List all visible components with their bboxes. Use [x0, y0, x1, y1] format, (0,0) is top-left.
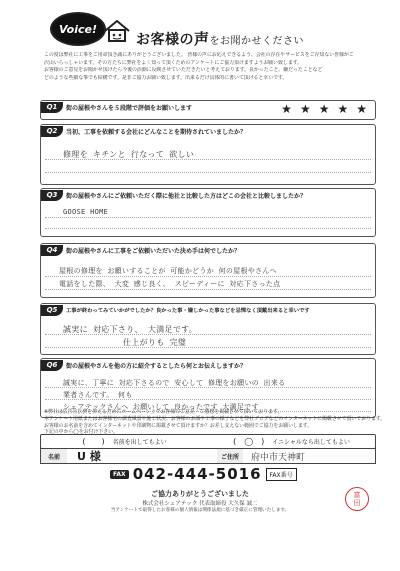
rating-stars[interactable] — [281, 103, 367, 115]
page-title: お客様の声をお聞かせください — [136, 30, 305, 48]
option-full-name[interactable]: ( ) 名前を出してもよい — [82, 437, 167, 446]
fax-number: 042-444-5016 — [132, 465, 262, 483]
answer-text[interactable]: GOOSE HOME — [63, 208, 109, 216]
question-5: Q5 工事が終わってみていかがでしたか？良かった事・嫌しかった事などを忌憚なく頂戴出来ると幸いです 誠実に 対応下さり、 大満足です。 仕上がりも 完璧 — [40, 303, 376, 355]
answer-line[interactable]: 誠実に 対応下さり、 大満足です。 — [63, 325, 198, 334]
fax-label: FAX番号 — [266, 468, 297, 481]
name-field[interactable]: U 様 — [77, 450, 101, 463]
star-icon[interactable]: ★ — [356, 102, 367, 116]
seal-stamp: 富 田 — [345, 487, 369, 511]
answer-line[interactable]: シェアテックさんへ お願いして 良かったです 大満足です — [63, 403, 259, 411]
question-2: Q2 当初、工事を依頼する会社にどんなことを期待されていましたか？ 修理を キチンと 行なって 欲しい — [40, 124, 376, 185]
question-3: Q3 街の屋根やさんにご依頼いただく際に他社と比較した方はどこの会社と比較しましたか？ GOOSE HOME — [40, 188, 376, 237]
star-icon[interactable]: ★ — [299, 102, 311, 116]
question-1: Q1 街の屋根やさんを５段階で評価をお願いします ★ ★ ★ ★ ★ — [40, 100, 376, 120]
answer-line[interactable]: 業者さんです。 何も — [63, 391, 133, 399]
fax-icon: FAX — [110, 470, 129, 479]
company-text: 株式会社シェアテック 代表取締役 大久保 誠二 — [142, 501, 258, 507]
note-line: 本アンケート用紙またはお客様宅の調査風景や施工状況、お客様のお顔や工事の様子などを弊社ブログなどのインターネットに掲載させて頂いております。 — [44, 416, 386, 422]
answer-line[interactable]: 誠実に、丁寧に 対応下さるので 安心して 修理をお願いの 出来る — [63, 379, 286, 387]
note-line: ※弊社は広告宣伝費を抑えるためにホームページ上でお客様のご意見・ご感想を掲載させて頂いております。 — [44, 409, 283, 415]
note-line: 下記の中から◯をお付け下さい。 — [44, 429, 118, 435]
voice-logo: Voice! — [50, 12, 106, 46]
star-icon[interactable]: ★ — [318, 102, 330, 116]
privacy-text: 当アンケートで取得したお客様の個人情報は関係法規に基づき厳正に管理いたします。 — [110, 508, 290, 513]
intro-text: この度は弊社に工事をご用命頂き誠にありがとうございました。 皆様の声にお応えできるよう、会社の存在やサービスをご存知ない皆様がご 沢山いらっしゃいます。その方たちに弊社をよく知って頂くためのアンケートにご協力頂けますようお願い致します。 お客様のご意見をお聞かせ頂けたら今後の活動に反映させていただきたいと考えております。良かったこと、嫌だったことなど どのような些細な事でも結構です。是非ご協力お願い致します。出来るだけ具体的に書いて頂けると幸いです。 — [44, 52, 354, 81]
address-field[interactable]: 府中市天神町 — [251, 452, 306, 463]
address-label: ご住所 — [217, 449, 243, 463]
thanks-text: ご協力ありがとうございました — [151, 490, 249, 498]
star-icon[interactable]: ★ — [281, 102, 292, 116]
star-icon[interactable]: ★ — [337, 102, 349, 116]
question-6: Q6 街の屋根やさんを他の方に紹介するとしたら何とお伝えしますか？ 誠実に、丁寧に 対応下さるので 安心して 修理をお願いの 出来る 業者さんです。 何も シェアテックさんへ お願いして 良かったです 大満足です — [40, 358, 376, 418]
option-initials[interactable]: ( ◯ ) イニシャルなら出してもよい — [233, 437, 350, 446]
answer-line[interactable]: 屋根の修理を お願いすることが 可能かどうか 何の屋根やさんへ — [59, 267, 277, 275]
answer-text[interactable]: 修理を キチンと 行なって 欲しい — [63, 150, 195, 159]
customer-info-row — [40, 448, 376, 464]
answer-line[interactable]: 仕上がりも 完璧 — [123, 338, 187, 347]
fax-block — [110, 465, 297, 483]
question-4: Q4 街の屋根やさんに工事をご依頼いただいた決め手は何でしたか？ 屋根の修理を お願いすることが 可能かどうか 何の屋根やさんへ 電話をした際、 大変 感じ良く、 スピーディーに 対応下さった点 — [40, 243, 376, 298]
answer-line[interactable]: 電話をした際、 大変 感じ良く、 スピーディーに 対応下さった点 — [59, 280, 281, 288]
house-icon — [103, 18, 131, 42]
name-label: 名前 — [41, 449, 67, 463]
publish-consent — [40, 434, 376, 449]
note-line: お客様のお名前を含めてインターネットや印刷物に掲載させて頂けますか？お差し支えない範囲でご協力をお願いします。 — [44, 423, 313, 429]
